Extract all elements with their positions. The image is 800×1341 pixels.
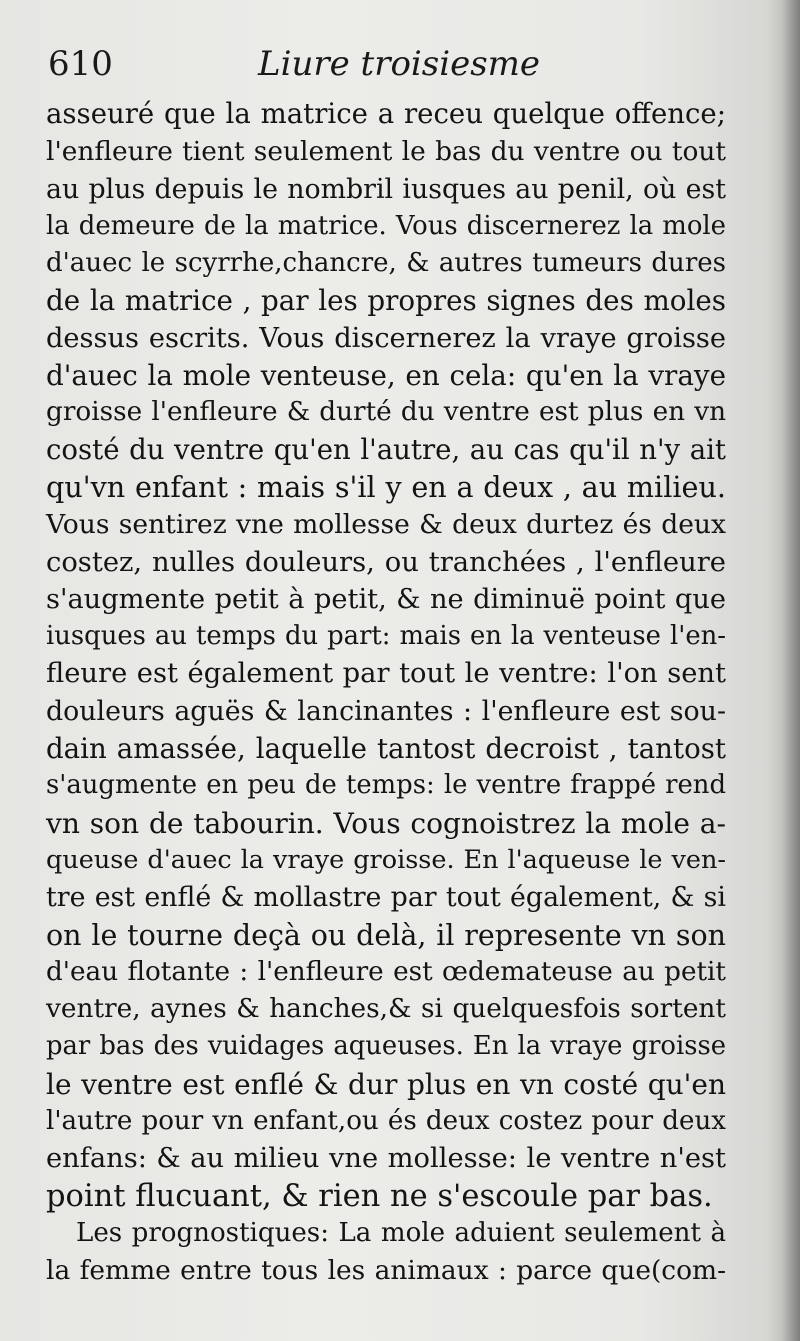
body-text: [46, 96, 726, 1290]
text-line: dain amassée, laquelle tantost decroist , tantost: [46, 732, 726, 766]
text-line: ventre, aynes & hanches,& si quelquesfois sortent: [46, 994, 726, 1025]
text-line: qu'vn enfant : mais s'il y en a deux , au milieu.: [46, 469, 726, 504]
text-line: la femme entre tous les animaux : parce que(com-: [46, 1255, 726, 1287]
text-line: asseuré que la matrice a receu quelque offence;: [46, 98, 726, 130]
text-line: douleurs aguës & lancinantes : l'enfleure est sou-: [46, 695, 726, 727]
text-line: on le tourne deçà ou delà, il represente vn son: [46, 918, 726, 952]
page-header: [48, 38, 728, 88]
text-line: s'augmente petit à petit, & ne diminuë point que: [46, 583, 726, 615]
text-line: vn son de tabourin. Vous cognoistrez la mole a-: [46, 806, 726, 840]
text-line: iusques au temps du part: mais en la venteuse l'en-: [46, 621, 726, 652]
paragraph-start-line: Les prognostiques: La mole aduient seulement à: [76, 1217, 726, 1248]
text-line: d'auec le scyrrhe,chancre, & autres tumeurs dures: [46, 248, 726, 279]
text-line: enfans: & au milieu vne mollesse: le ventre n'est: [46, 1143, 726, 1175]
text-line: s'augmente en peu de temps: le ventre frappé rend: [46, 770, 726, 801]
page-number: 610: [48, 44, 113, 84]
text-line: d'eau flotante : l'enfleure est œdemateuse au petit: [46, 956, 726, 987]
paragraph-end-line: point flucuant, & rien ne s'escoule par bas.: [46, 1178, 713, 1214]
text-line: tre est enflé & mollastre par tout également, & si: [46, 882, 726, 914]
text-line: de la matrice , par les propres signes des moles: [46, 284, 726, 318]
text-line: costez, nulles douleurs, ou tranchées , l'enfleure: [46, 546, 726, 578]
text-line: d'auec la mole venteuse, en cela: qu'en la vraye: [46, 359, 726, 393]
text-line: le ventre est enflé & dur plus en vn costé qu'en: [46, 1067, 726, 1101]
text-line: par bas des vuidages aqueuses. En la vraye groisse: [46, 1031, 726, 1062]
text-line: au plus depuis le nombril iusques au penil, où est: [46, 173, 726, 205]
text-line: Vous sentirez vne mollesse & deux durtez és deux: [46, 509, 726, 541]
running-title: Liure troisiesme: [258, 44, 541, 84]
text-line: l'enfleure tient seulement le bas du ventre ou tout: [46, 136, 726, 168]
text-line: la demeure de la matrice. Vous discernerez la mole: [46, 210, 726, 241]
text-line: queuse d'auec la vraye groisse. En l'aqueuse le ven-: [46, 844, 726, 875]
text-line: fleure est également par tout le ventre: l'on sent: [46, 658, 726, 690]
text-line: l'autre pour vn enfant,ou és deux costez pour deux: [46, 1106, 726, 1137]
text-line: dessus escrits. Vous discernerez la vraye groisse: [46, 322, 726, 354]
text-line: costé du ventre qu'en l'autre, au cas qu'il n'y ait: [46, 433, 726, 466]
text-line: groisse l'enfleure & durté du ventre est plus en vn: [46, 397, 726, 428]
